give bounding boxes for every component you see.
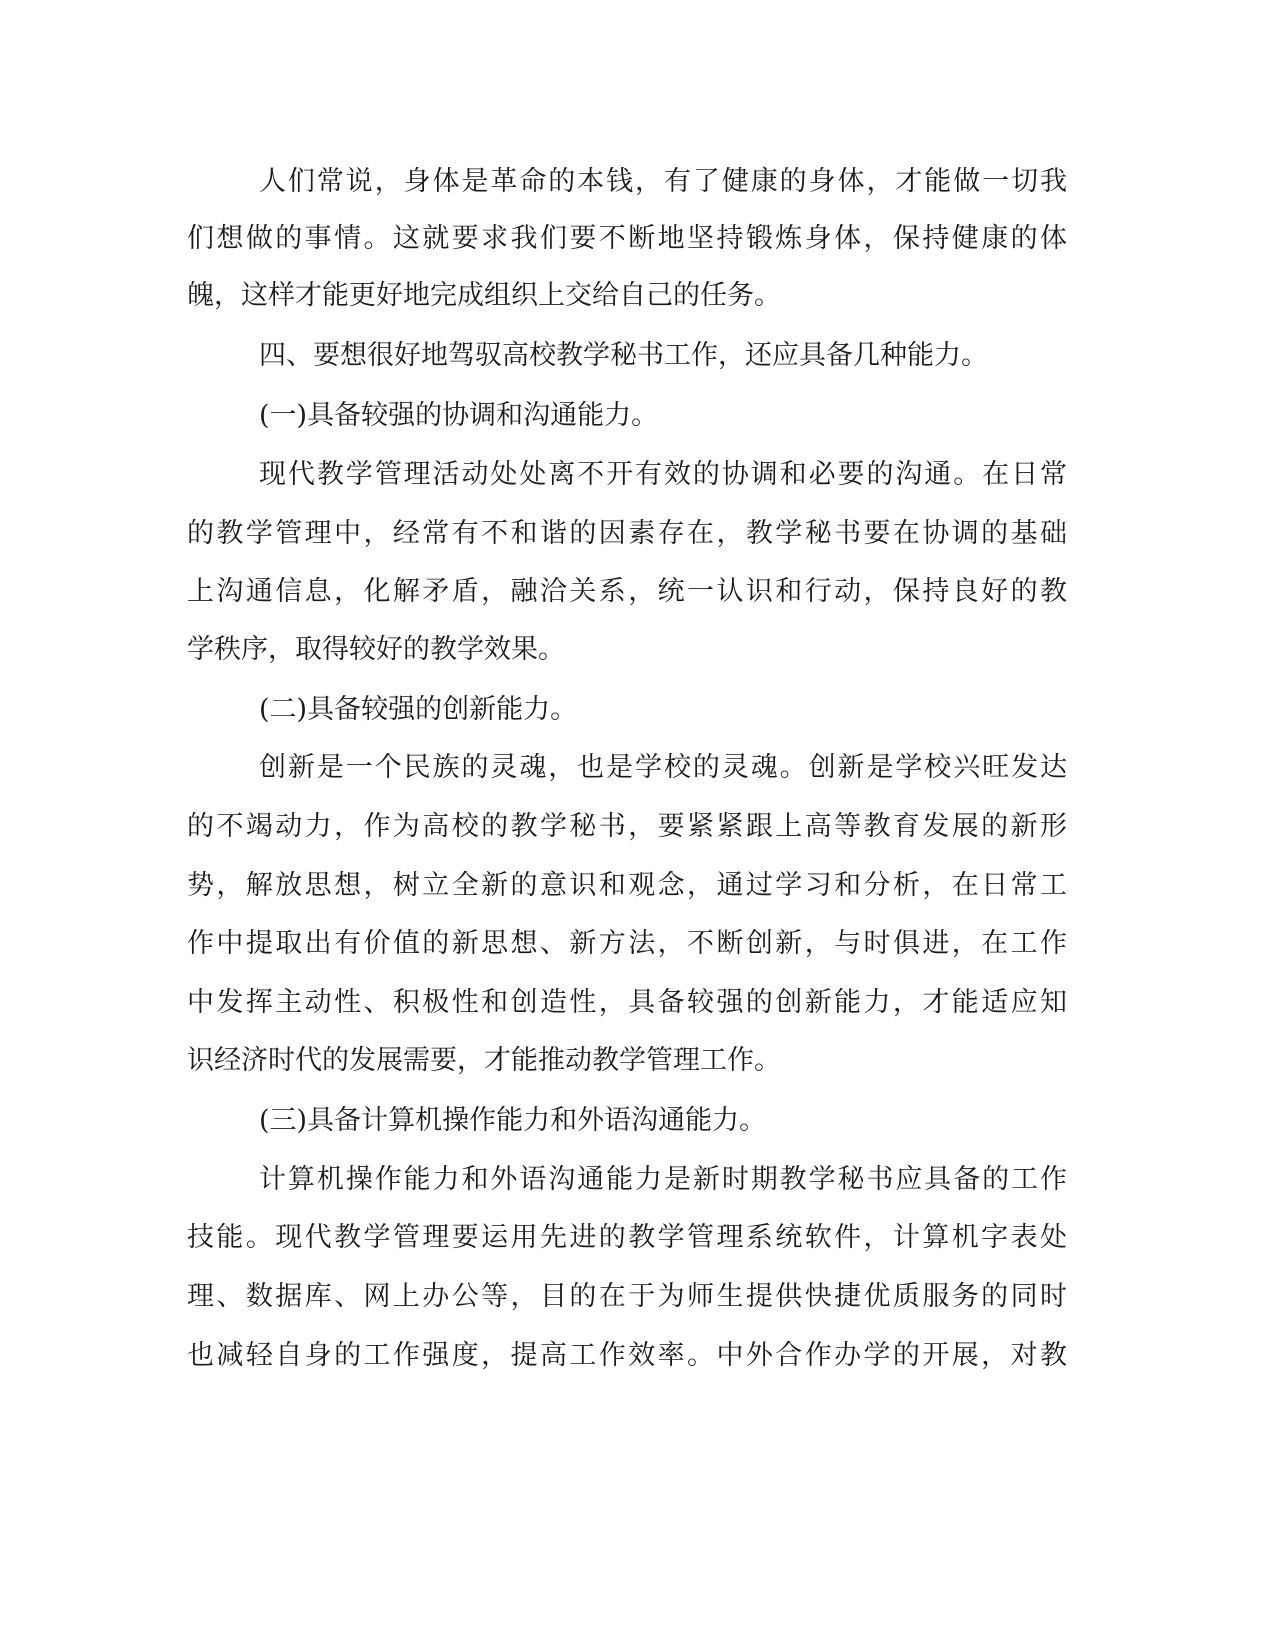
text-line: 也减轻自身的工作强度，提高工作效率。中外合作办学的开展，对教 [187, 1340, 1067, 1371]
text-line: 上沟通信息，化解矛盾，融洽关系，统一认识和行动，保持良好的教 [187, 576, 1067, 607]
text-line: 识经济时代的发展需要，才能推动教学管理工作。 [187, 1045, 781, 1076]
text-line: 的教学管理中，经常有不和谐的因素存在，教学秘书要在协调的基础 [187, 518, 1067, 549]
section-heading: 四、要想很好地驾驭高校教学秘书工作，还应具备几种能力。 [259, 340, 988, 371]
subsection-heading: (二)具备较强的创新能力。 [259, 694, 578, 725]
text-line: 们想做的事情。这就要求我们要不断地坚持锻炼身体，保持健康的体 [187, 223, 1067, 254]
text-line: 势，解放思想，树立全新的意识和观念，通过学习和分析，在日常工 [187, 870, 1067, 901]
text-line: 中发挥主动性、积极性和创造性，具备较强的创新能力，才能适应知 [187, 987, 1067, 1018]
text-line: 作中提取出有价值的新思想、新方法，不断创新，与时俱进，在工作 [187, 928, 1067, 959]
text-line: 人们常说，身体是革命的本钱，有了健康的身体，才能做一切我 [259, 166, 1067, 197]
text-line: 创新是一个民族的灵魂，也是学校的灵魂。创新是学校兴旺发达 [259, 752, 1067, 783]
text-line: 的不竭动力，作为高校的教学秘书，要紧紧跟上高等教育发展的新形 [187, 811, 1067, 842]
text-line: 学秩序，取得较好的教学效果。 [187, 634, 565, 665]
subsection-heading: (三)具备计算机操作能力和外语沟通能力。 [259, 1105, 767, 1136]
text-line: 魄，这样才能更好地完成组织上交给自己的任务。 [187, 280, 781, 311]
subsection-heading: (一)具备较强的协调和沟通能力。 [259, 400, 659, 431]
text-line: 计算机操作能力和外语沟通能力是新时期教学秘书应具备的工作 [259, 1164, 1067, 1195]
text-line: 技能。现代教学管理要运用先进的教学管理系统软件，计算机字表处 [187, 1222, 1067, 1253]
text-line: 理、数据库、网上办公等，目的在于为师生提供快捷优质服务的同时 [187, 1281, 1067, 1312]
text-line: 现代教学管理活动处处离不开有效的协调和必要的沟通。在日常 [259, 459, 1067, 490]
